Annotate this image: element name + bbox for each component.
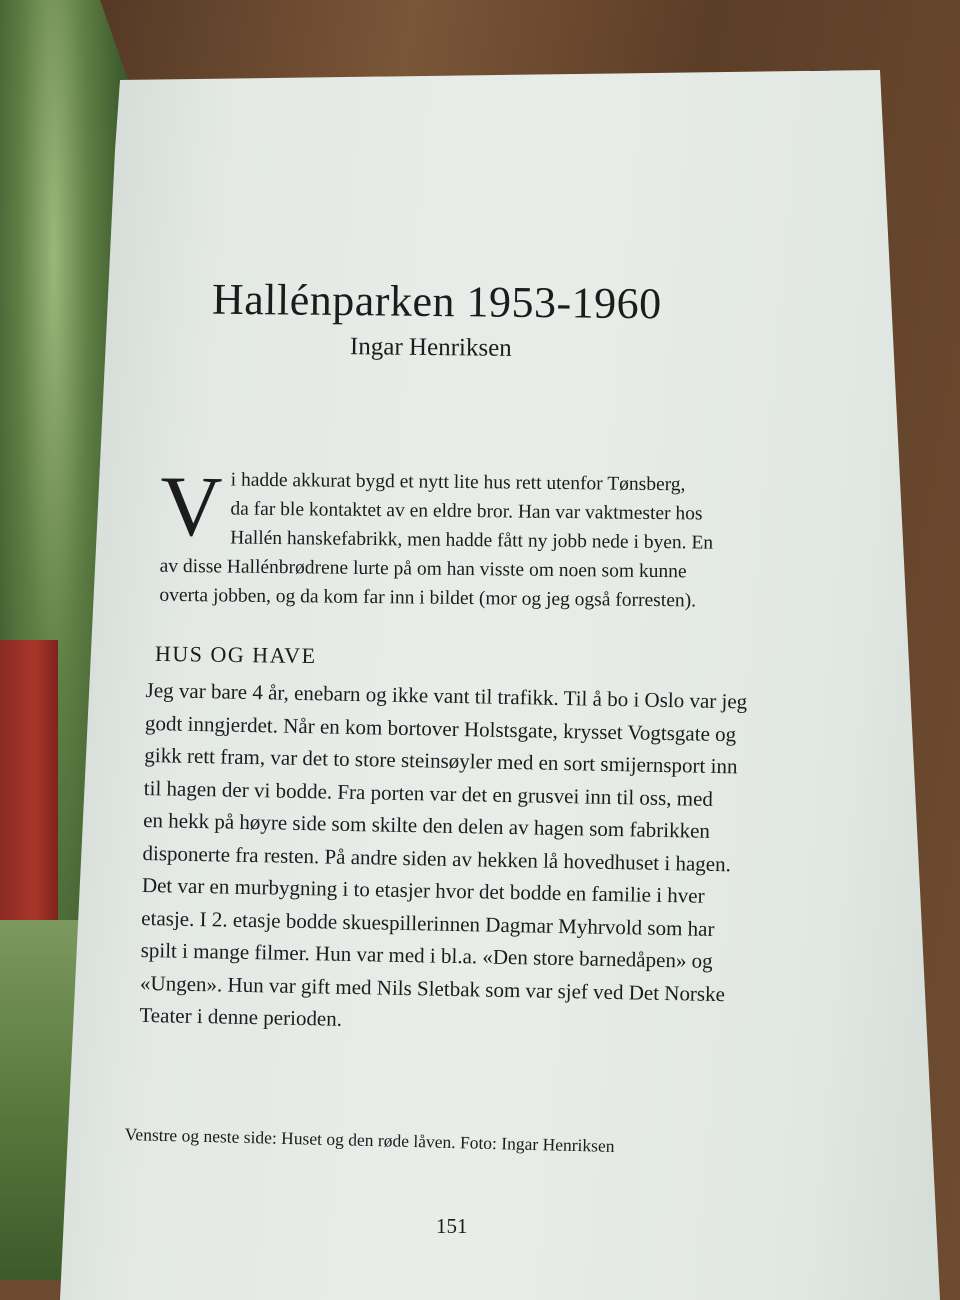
intro-line: da far ble kontaktet av en eldre bror. Han var vaktmester hos — [230, 498, 703, 525]
body-paragraph — [139, 674, 806, 1044]
intro-line: overta jobben, og da kom far inn i bildet (mor og jeg også forresten). — [159, 584, 697, 612]
photo-caption: Venstre og neste side: Huset og den røde låven. Foto: Ingar Henriksen — [124, 1124, 615, 1156]
body-line: «Ungen». Hun var gift med Nils Sletbak som var sjef ved Det Norske — [139, 970, 726, 1006]
body-line: disponerte fra resten. På andre siden av hekken lå hovedhuset i hagen. — [142, 840, 732, 876]
chapter-title: Hallénparken 1953-1960 — [211, 274, 662, 329]
body-line: godt inngjerdet. Når en kom bortover Holstsgate, krysset Vogtsgate og — [144, 710, 737, 746]
intro-paragraph — [159, 457, 770, 616]
body-line: Teater i denne perioden. — [139, 1002, 343, 1031]
chapter-author: Ingar Henriksen — [349, 333, 512, 362]
body-line: Det var en murbygning i to etasjer hvor det bodde en familie i hver — [141, 872, 705, 908]
body-line: til hagen der vi bodde. Fra porten var det en grusvei inn til oss, med — [143, 775, 714, 811]
body-line: etasje. I 2. etasje bodde skuespillerinnen Dagmar Myhrvold som har — [141, 905, 715, 941]
drop-cap: V — [159, 457, 223, 555]
intro-line: Hallén hanskefabrikk, men hadde fått ny jobb nede i byen. En — [230, 527, 714, 554]
body-line: spilt i mange filmer. Hun var med i bl.a. «Den store barnedåpen» og — [140, 937, 713, 973]
body-line: Jeg var bare 4 år, enebarn og ikke vant til trafikk. Til å bo i Oslo var jeg — [145, 677, 748, 714]
body-line: en hekk på høyre side som skilte den delen av hagen som fabrikken — [142, 807, 711, 843]
intro-line: i hadde akkurat bygd et nytt lite hus rett utenfor Tønsberg, — [230, 469, 686, 496]
page-number: 151 — [436, 1214, 468, 1238]
section-heading: HUS OG HAVE — [154, 640, 317, 669]
red-barn — [0, 640, 58, 930]
intro-line: av disse Hallénbrødrene lurte på om han visste om noen som kunne — [159, 555, 687, 583]
body-line: gikk rett fram, var det to store steinsøyler med en sort smijernsport inn — [144, 742, 738, 779]
